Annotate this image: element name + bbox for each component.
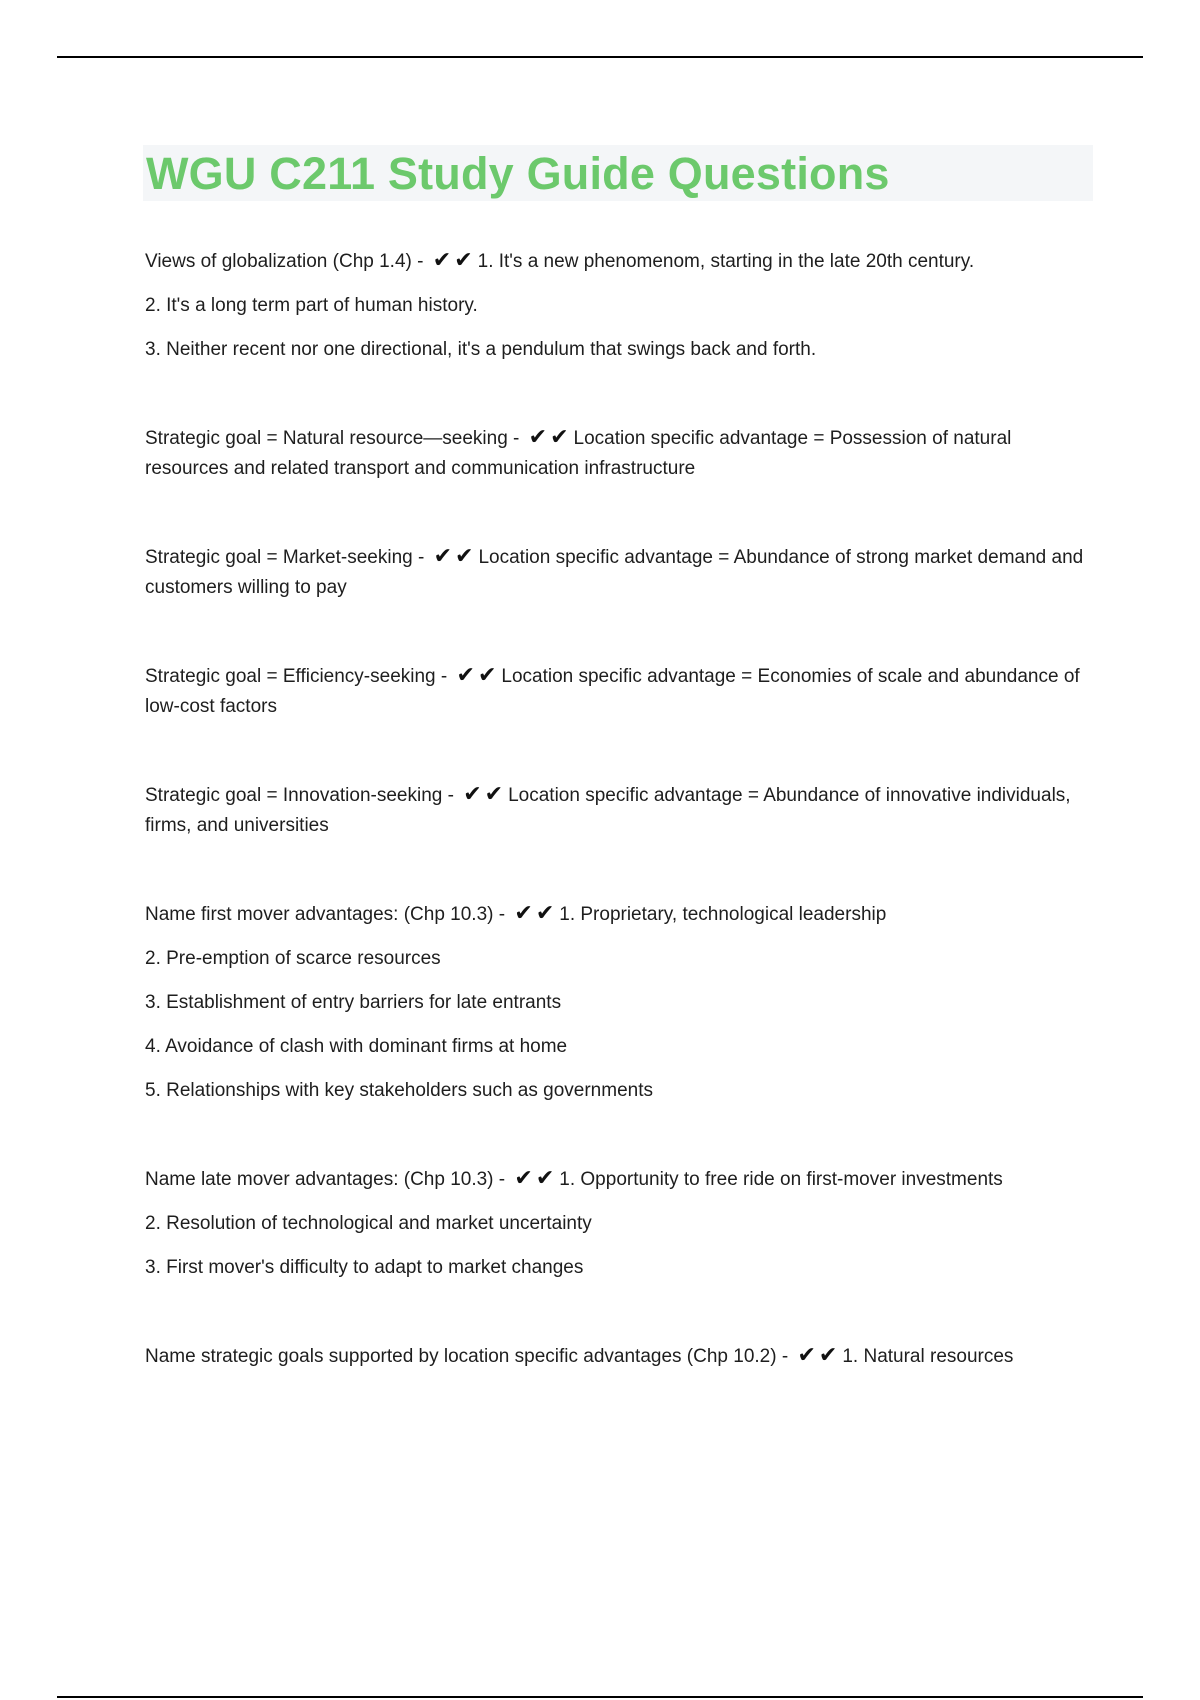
answer-text: Location specific advantage = Abundance of strong market demand and customers willing to pay bbox=[145, 547, 1084, 598]
answer-text: Location specific advantage = Possession of natural resources and related transport and communication infrastructure bbox=[145, 428, 1012, 479]
answer-text: Location specific advantage = Economies of scale and abundance of low-cost factors bbox=[145, 666, 1080, 717]
answer-text: 1. Opportunity to free ride on first-mover investments bbox=[559, 1169, 1003, 1190]
question-text: Strategic goal = Innovation-seeking - bbox=[145, 785, 454, 806]
question-text: Views of globalization (Chp 1.4) - bbox=[145, 251, 424, 272]
qa-item bbox=[145, 1340, 1095, 1372]
checkmark-icon: ✔ bbox=[514, 1165, 533, 1190]
qa-first-line bbox=[145, 245, 1095, 277]
checkmark-icon: ✔ bbox=[514, 900, 533, 925]
checkmark-icon: ✔ bbox=[463, 781, 482, 806]
checkmark-icon: ✔ bbox=[818, 1342, 838, 1367]
qa-item bbox=[145, 422, 1095, 484]
answer-line: 5. Relationships with key stakeholders such as governments bbox=[145, 1080, 653, 1101]
answer-line: 3. First mover's difficulty to adapt to market changes bbox=[145, 1257, 584, 1278]
qa-item bbox=[145, 245, 1095, 365]
page-title: WGU C211 Study Guide Questions bbox=[146, 148, 890, 199]
top-rule bbox=[57, 56, 1143, 58]
qa-first-line bbox=[145, 1163, 1095, 1195]
qa-first-line bbox=[145, 898, 1095, 930]
qa-first-line bbox=[145, 541, 1095, 603]
qa-first-line bbox=[145, 422, 1095, 484]
answer-line: 2. It's a long term part of human history. bbox=[145, 295, 478, 316]
checkmark-icon: ✔ bbox=[550, 424, 569, 449]
checkmark-icon: ✔ bbox=[484, 781, 504, 806]
checkmarks bbox=[797, 1342, 840, 1367]
checkmark-icon: ✔ bbox=[454, 247, 473, 272]
qa-item bbox=[145, 660, 1095, 722]
answer-line: 2. Resolution of technological and market uncertainty bbox=[145, 1213, 592, 1234]
checkmark-icon: ✔ bbox=[477, 662, 497, 687]
question-text: Strategic goal = Natural resource—seeking - bbox=[145, 428, 520, 449]
checkmark-icon: ✔ bbox=[528, 424, 548, 449]
qa-item bbox=[145, 1163, 1095, 1283]
qa-first-line bbox=[145, 1340, 1095, 1372]
qa-item bbox=[145, 779, 1095, 841]
answer-text: 1. Natural resources bbox=[842, 1346, 1014, 1367]
answer-line: 3. Establishment of entry barriers for late entrants bbox=[145, 992, 562, 1013]
question-text: Strategic goal = Efficiency-seeking - bbox=[145, 666, 448, 687]
answer-text: 1. It's a new phenomenom, starting in the late 20th century. bbox=[477, 251, 975, 272]
qa-first-line bbox=[145, 660, 1095, 722]
answer-line: 4. Avoidance of clash with dominant firms at home bbox=[145, 1036, 568, 1057]
checkmark-icon: ✔ bbox=[535, 900, 555, 925]
checkmark-icon: ✔ bbox=[433, 543, 453, 568]
checkmarks bbox=[456, 662, 500, 687]
qa-item bbox=[145, 898, 1095, 1106]
qa-item bbox=[145, 541, 1095, 603]
answer-line: 2. Pre-emption of scarce resources bbox=[145, 948, 441, 969]
question-text: Name late mover advantages: (Chp 10.3) - bbox=[145, 1169, 506, 1190]
answer-line: 3. Neither recent nor one directional, it's a pendulum that swings back and forth. bbox=[145, 339, 817, 360]
question-text: Name strategic goals supported by location specific advantages (Chp 10.2) - bbox=[145, 1346, 789, 1367]
question-text: Name first mover advantages: (Chp 10.3) - bbox=[145, 904, 506, 925]
checkmarks bbox=[514, 900, 557, 925]
qa-list bbox=[145, 245, 1095, 1429]
checkmark-icon: ✔ bbox=[797, 1342, 816, 1367]
checkmark-icon: ✔ bbox=[535, 1165, 555, 1190]
question-text: Strategic goal = Market-seeking - bbox=[145, 547, 425, 568]
answer-text: Location specific advantage = Abundance of innovative individuals, firms, and universities bbox=[145, 785, 1071, 836]
qa-first-line bbox=[145, 779, 1095, 841]
checkmarks bbox=[528, 424, 572, 449]
checkmark-icon: ✔ bbox=[455, 543, 474, 568]
bottom-rule bbox=[57, 1696, 1143, 1698]
checkmark-icon: ✔ bbox=[456, 662, 475, 687]
answer-text: 1. Proprietary, technological leadership bbox=[559, 904, 887, 925]
checkmark-icon: ✔ bbox=[432, 247, 452, 272]
checkmarks bbox=[432, 247, 476, 272]
checkmarks bbox=[433, 543, 477, 568]
checkmarks bbox=[463, 781, 506, 806]
checkmarks bbox=[514, 1165, 557, 1190]
